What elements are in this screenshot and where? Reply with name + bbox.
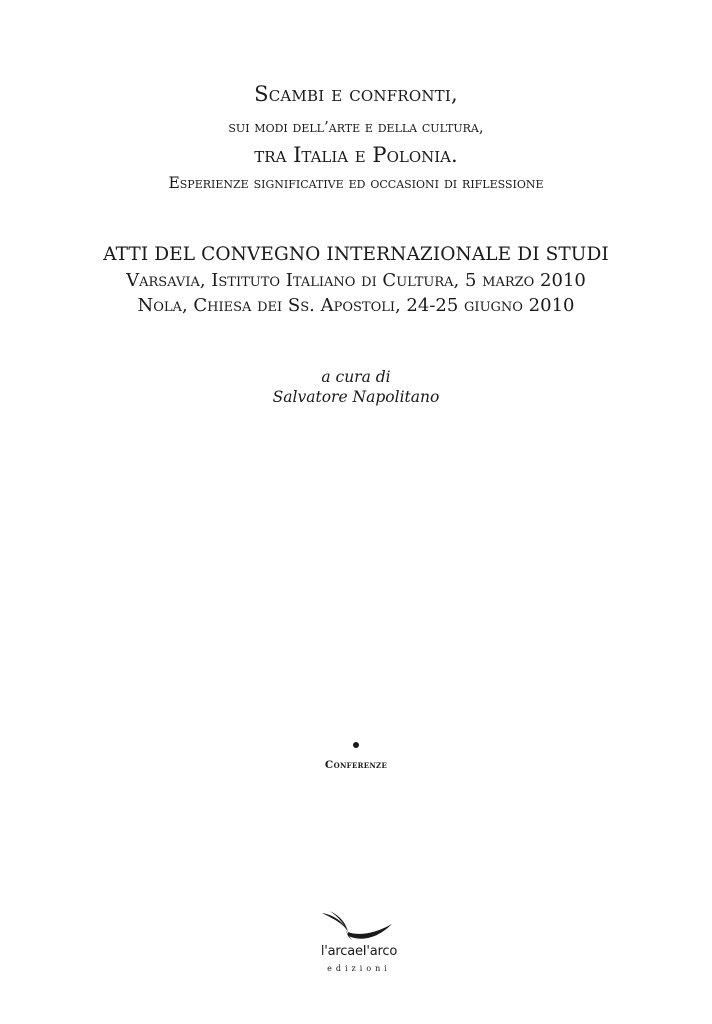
editor-name: Salvatore Napolitano (272, 388, 440, 406)
editor-label: a cura di (321, 368, 391, 386)
publisher-name: l'arcaeI'arco (320, 944, 398, 959)
publisher-logo (318, 908, 400, 988)
bullet-dot (353, 742, 359, 748)
proceedings-heading: ATTI DEL CONVEGNO INTERNAZIONALE DI STUDI (103, 244, 609, 265)
session-warsaw: Varsavia, Istituto Italiano di Cultura, 5 marzo 2010 (126, 270, 586, 291)
title-line-1: Scambi e confronti, (254, 82, 458, 106)
title-line-4: Esperienze significative ed occasioni di riflessione (168, 174, 544, 192)
title-line-2: sui modi dell’arte e della cultura, (228, 118, 484, 136)
series-label: Conferenze (324, 759, 388, 771)
title-line-3: tra Italia e Polonia. (254, 143, 458, 167)
swallow-logo-icon (318, 908, 400, 948)
publisher-subtitle: edizioni (327, 964, 391, 973)
session-nola: Nola, Chiesa dei Ss. Apostoli, 24-25 giugno 2010 (137, 295, 575, 316)
